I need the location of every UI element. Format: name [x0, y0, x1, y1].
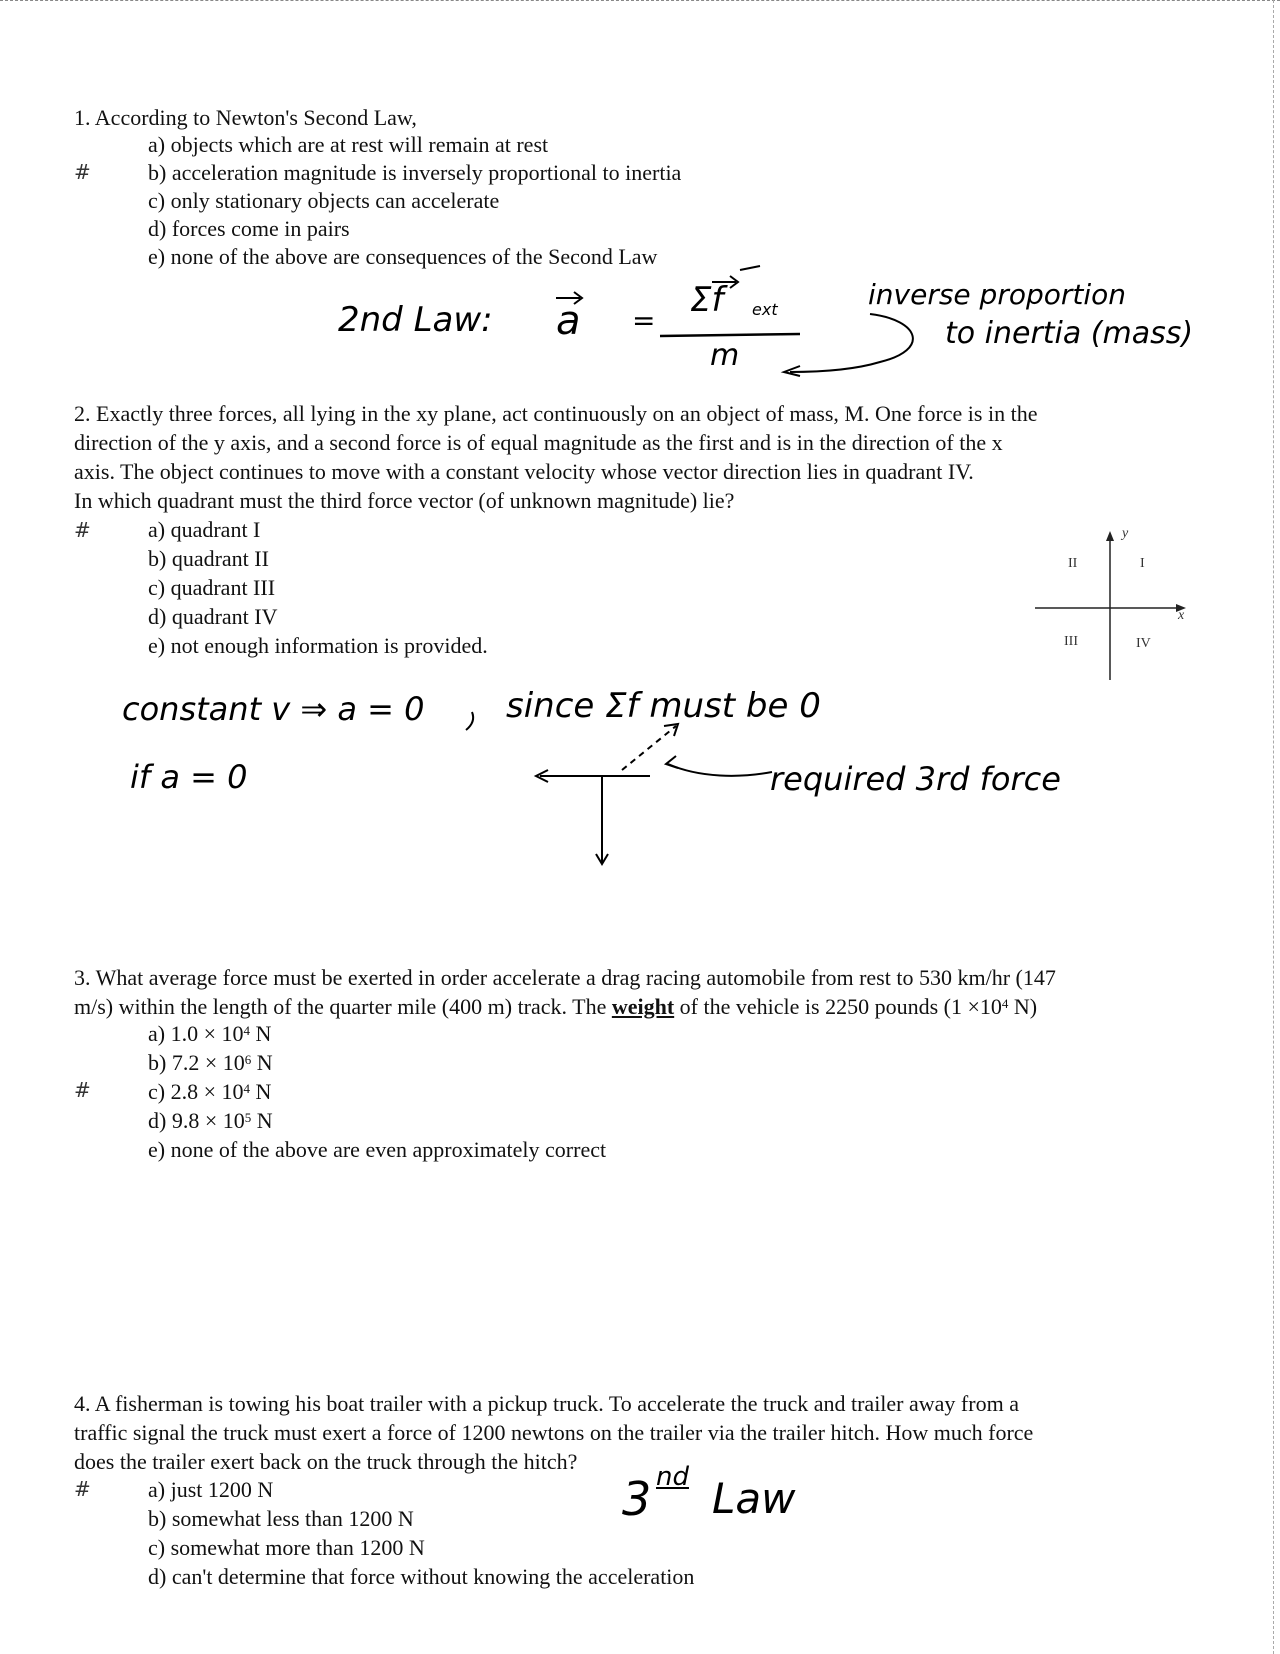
q2-hw-line1b: since Σf must be 0: [506, 686, 821, 726]
q2-stem-line-4: In which quadrant must the third force vector (of unknown magnitude) lie?: [74, 488, 735, 513]
q2-option-b: b) quadrant II: [148, 546, 269, 571]
q4-option-c: c) somewhat more than 1200 N: [148, 1535, 425, 1560]
q1-option-b: b) acceleration magnitude is inversely proportional to inertia: [148, 160, 682, 185]
q4-hw-num: 3: [622, 1472, 652, 1526]
q3-stem-exponent: 4: [1001, 996, 1009, 1011]
q3-option-b: b) $7.2 \times 10^6$ N: [148, 1050, 273, 1075]
q4-option-d: d) can't determine that force without knowing the acceleration: [148, 1564, 695, 1589]
q1-curved-arrow: [790, 314, 913, 372]
q1-option-e: e) none of the above are consequences of the Second Law: [148, 244, 658, 269]
q2-hw-line1a: constant v ⇒ a = 0: [122, 690, 425, 728]
q3-option-d: d) $9.8 \times 10^5$ N: [148, 1108, 273, 1133]
q4-stem: [74, 1389, 1033, 1476]
q1-stem: 1. According to Newton's Second Law,: [74, 105, 417, 130]
q1-option-a: a) objects which are at rest will remain at rest: [148, 132, 549, 157]
q4-answer-marker: #: [74, 1477, 91, 1501]
q2-hw-label: required 3rd force: [770, 760, 1061, 798]
q4-option-a: a) just 1200 N: [148, 1477, 274, 1502]
q1-vector-arrow-a: [556, 292, 582, 304]
q1-option-c: c) only stationary objects can accelerate: [148, 188, 500, 213]
q1-arrow-stroke: [740, 266, 760, 270]
axis-label-x: x: [1178, 608, 1185, 623]
q2-hw-strokes: [0, 660, 1280, 880]
q4-hw-sup: nd: [656, 1462, 689, 1492]
q1-hw-eq: =: [632, 304, 656, 337]
q1-hw-a: a: [556, 298, 581, 344]
q3-stem-line-2-post: of the vehicle is 2250 pounds (1 ×10: [674, 994, 1002, 1019]
q2-option-a: a) quadrant I: [148, 517, 261, 542]
q3-stem-line-1: 3. What average force must be exerted in order accelerate a drag racing automobile from rest to 530 km/hr (147: [74, 965, 1056, 990]
quadrant-label-iv: IV: [1136, 636, 1151, 651]
q3-option-c: c) $2.8 \times 10^4$ N: [148, 1079, 272, 1104]
q3-option-a: a) $1.0 \times 10^4$ N: [148, 1021, 272, 1046]
q3-stem-line-2-end: N): [1008, 994, 1038, 1019]
q4-stem-line-3: does the trailer exert back on the truck through the hitch?: [74, 1449, 578, 1474]
q3-answer-marker: #: [74, 1078, 91, 1102]
q1-hw-law: 2nd Law:: [338, 300, 493, 340]
q2-hw-line2a: if a = 0: [130, 758, 248, 796]
axis-label-y: y: [1122, 526, 1129, 541]
q2-stem-line-3: axis. The object continues to move with a constant velocity whose vector direction lies in quadrant IV.: [74, 459, 974, 484]
q3-option-e: e) none of the above are even approximately correct: [148, 1137, 607, 1162]
q2-stem: [74, 399, 1037, 515]
q1-hw-note-1: inverse proportion: [868, 278, 1127, 311]
q3-weight-emphasis: weight: [611, 994, 675, 1019]
q3-stem: [74, 963, 1056, 1021]
q4-stem-line-1: 4. A fisherman is towing his boat trailer with a pickup truck. To accelerate the truck and trailer away from a: [74, 1391, 1019, 1416]
quadrant-label-ii: II: [1068, 556, 1078, 571]
q4-stem-line-2: traffic signal the truck must exert a force of 1200 newtons on the trailer via the trailer hitch. How much force: [74, 1420, 1034, 1445]
q1-hw-numerator: Σf: [690, 280, 724, 320]
q4-hw-word: Law: [712, 1474, 796, 1523]
q2-answer-marker: #: [74, 518, 91, 542]
q2-pointer-line: [668, 764, 772, 776]
q1-option-d: d) forces come in pairs: [148, 216, 350, 241]
q1-hw-denominator: m: [710, 338, 740, 373]
q3-stem-line-2-pre: m/s) within the length of the quarter mile (400 m) track. The: [74, 994, 612, 1019]
y-axis-arrowhead: [1106, 531, 1114, 541]
quadrant-label-i: I: [1140, 556, 1145, 571]
q1-hw-strokes: [0, 0, 1280, 400]
q1-vector-arrow-f: [712, 276, 738, 288]
q1-hw-note-2: to inertia (mass): [945, 316, 1194, 351]
q2-stem-line-2: direction of the y axis, and a second force is of equal magnitude as the first and is in the direction of the x: [74, 430, 1003, 455]
q1-answer-marker: #: [74, 160, 91, 184]
q1-hw-subscript: ext: [752, 300, 778, 319]
q3-stem-line-2: [74, 992, 1056, 1021]
q1-fraction-bar: [660, 334, 800, 336]
q2-option-c: c) quadrant III: [148, 575, 276, 600]
q2-comma-mark: [466, 712, 473, 730]
q2-option-e: e) not enough information is provided.: [148, 633, 488, 658]
quadrant-label-iii: III: [1064, 634, 1078, 649]
q2-stem-line-1: 2. Exactly three forces, all lying in the xy plane, act continuously on an object of mass, M. One force is in the: [74, 401, 1038, 426]
q4-option-b: b) somewhat less than 1200 N: [148, 1506, 414, 1531]
q2-option-d: d) quadrant IV: [148, 604, 278, 629]
